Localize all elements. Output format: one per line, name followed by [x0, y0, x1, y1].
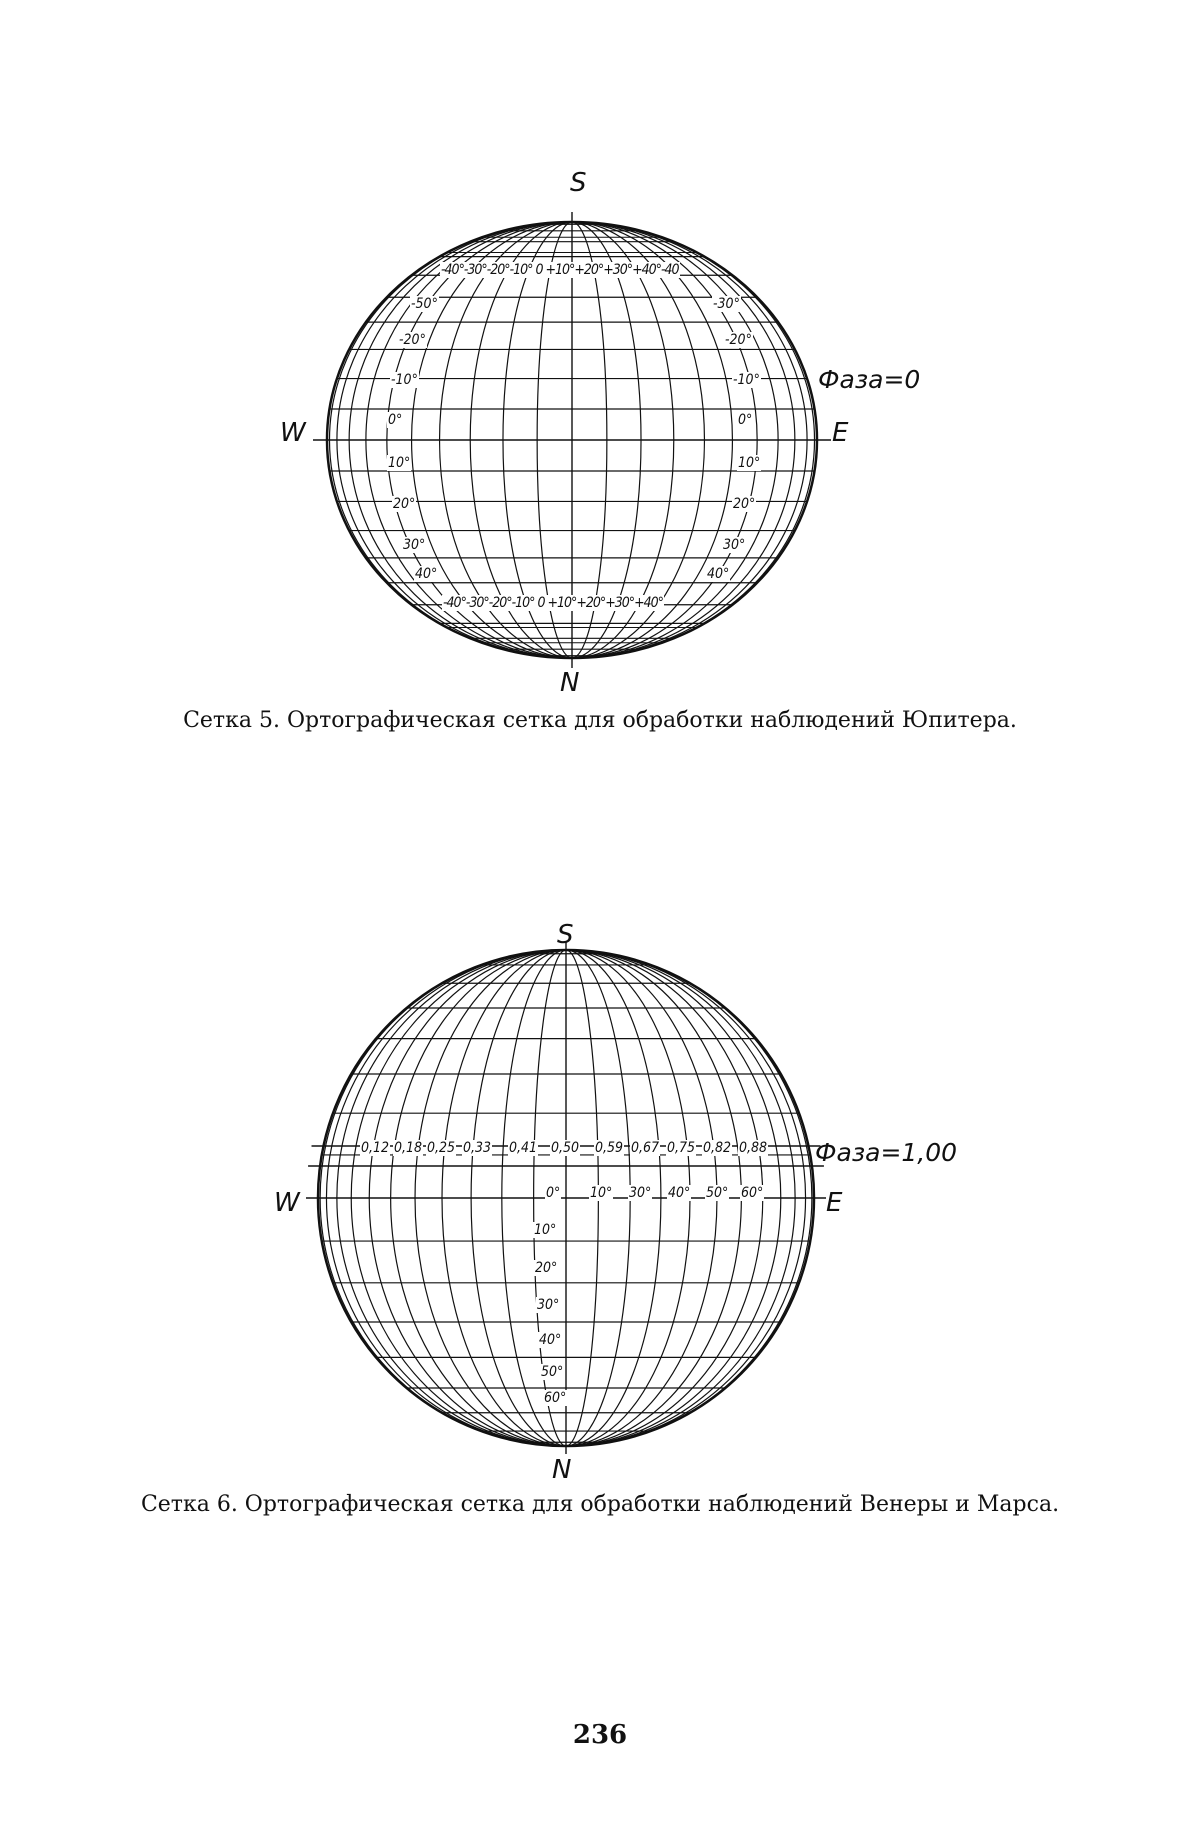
latitude-label-right: 30° [723, 537, 746, 553]
latitude-label-right: 0° [738, 412, 753, 428]
latitude-label: 10° [534, 1222, 557, 1238]
latitude-label-right: 10° [738, 455, 761, 471]
phase-scale-value: 0,25 [427, 1140, 456, 1156]
longitude-label: 0° [546, 1185, 561, 1201]
figure-6 [0, 900, 1200, 1500]
latitude-label-left: -20° [399, 332, 426, 348]
latitude-label-left: 0° [388, 412, 403, 428]
phase-scale-value: 0,75 [667, 1140, 696, 1156]
label-south: S [570, 168, 587, 198]
latitude-label-right: -10° [733, 372, 760, 388]
figure-5-caption: Сетка 5. Ортографическая сетка для обработки наблюдений Юпитера. [183, 708, 1017, 733]
label-west: W [280, 418, 306, 448]
figure-6-caption: Сетка 6. Ортографическая сетка для обработки наблюдений Венеры и Марса. [140, 1492, 1060, 1517]
label-east: E [826, 1188, 843, 1218]
label-east: E [832, 418, 849, 448]
phase-scale-value: 0,82 [703, 1140, 732, 1156]
label-north: N [560, 668, 580, 698]
figure-5 [0, 0, 1200, 740]
latitude-label-right: -20° [725, 332, 752, 348]
longitude-label: 10° [590, 1185, 613, 1201]
latitude-label-right: 20° [733, 496, 756, 512]
phase-scale-value: 0,67 [631, 1140, 660, 1156]
phase-scale-value: 0,33 [463, 1140, 492, 1156]
phase-scale-value: 0,18 [394, 1140, 423, 1156]
longitude-label: 60° [741, 1185, 764, 1201]
phase-scale-value: 0,59 [595, 1140, 624, 1156]
phase-label: Фаза=1,00 [815, 1138, 958, 1167]
label-south: S [557, 920, 574, 950]
phase-scale-value: 0,50 [551, 1140, 580, 1156]
latitude-label: 50° [541, 1364, 564, 1380]
label-north: N [552, 1455, 572, 1485]
latitude-label: 30° [537, 1297, 560, 1313]
longitude-label: 30° [629, 1185, 652, 1201]
latitude-label-left: -50° [411, 296, 438, 312]
label-west: W [274, 1188, 300, 1218]
phase-scale-value: 0,88 [739, 1140, 768, 1156]
phase-label: Фаза=0 [818, 365, 921, 394]
jupiter-orthographic-grid [0, 0, 1200, 740]
phase-scale-value: 0,12 [361, 1140, 390, 1156]
latitude-label: 40° [539, 1332, 562, 1348]
phase-scale-value: 0,41 [509, 1140, 538, 1156]
latitude-label: 20° [535, 1260, 558, 1276]
latitude-label-left: 30° [403, 537, 426, 553]
longitude-label: 40° [668, 1185, 691, 1201]
latitude-label-left: 40° [415, 566, 438, 582]
latitude-label-left: 20° [393, 496, 416, 512]
page-number: 236 [572, 1720, 628, 1750]
latitude-label: 60° [544, 1390, 567, 1406]
longitude-label: 50° [706, 1185, 729, 1201]
longitude-scale-top: -40°-30°-20°-10° 0 +10°+20°+30°+40°-40 [441, 262, 679, 278]
latitude-label-left: -10° [391, 372, 418, 388]
latitude-label-right: -30° [713, 296, 740, 312]
latitude-label-left: 10° [388, 455, 411, 471]
latitude-label-right: 40° [707, 566, 730, 582]
longitude-scale-bottom: -40°-30°-20°-10° 0 +10°+20°+30°+40° [443, 595, 663, 611]
